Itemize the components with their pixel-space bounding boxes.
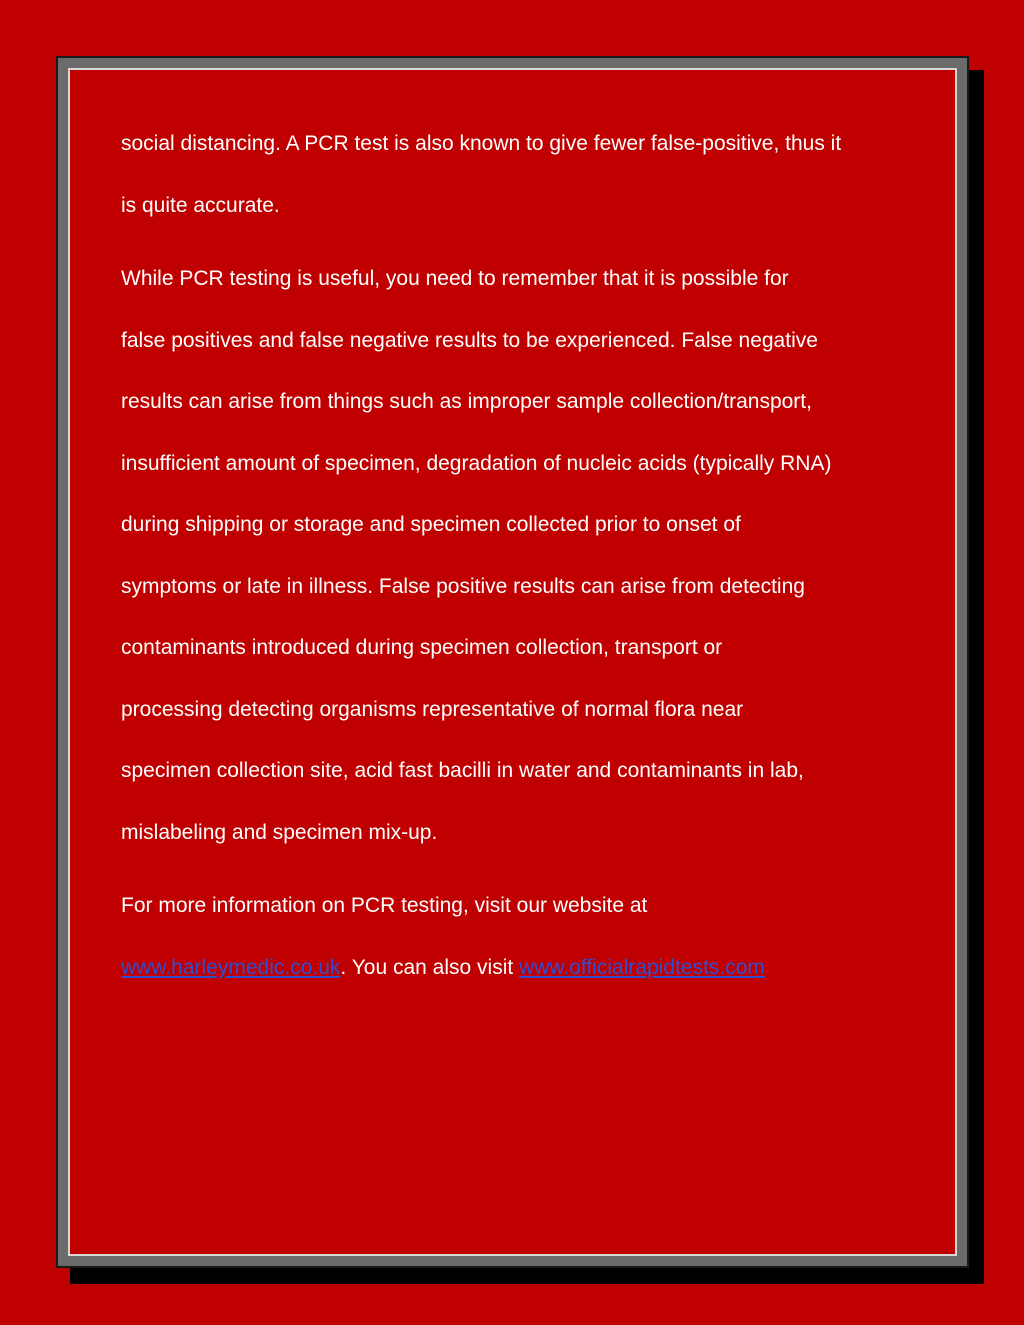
text-line: mislabeling and specimen mix-up. (121, 820, 438, 844)
text-line: processing detecting organisms representative of normal flora near (121, 697, 744, 721)
text-line: social distancing. A PCR test is also known to give fewer false-positive, thus it (121, 132, 842, 155)
links-line (121, 937, 921, 999)
text-line: insufficient amount of specimen, degradation of nucleic acids (typically RNA) (121, 451, 832, 475)
paragraph-false-results (121, 248, 921, 863)
harleymedic-link[interactable]: www.harleymedic.co.uk (121, 955, 341, 979)
text-line: For more information on PCR testing, visit our website at (121, 894, 648, 917)
link-separator-text: . You can also visit (340, 955, 520, 979)
text-line: specimen collection site, acid fast bacilli in water and contaminants in lab, (121, 759, 804, 782)
text-line: While PCR testing is useful, you need to remember that it is possible for (121, 267, 789, 290)
text-line: symptoms or late in illness. False positive results can arise from detecting (121, 574, 805, 598)
text-line: is quite accurate. (121, 193, 280, 217)
paragraph-pcr-accuracy (121, 113, 921, 236)
document-body (121, 113, 921, 998)
text-line: contaminants introduced during specimen collection, transport or (121, 636, 723, 659)
paragraph-more-info (121, 875, 921, 998)
text-line: results can arise from things such as improper sample collection/transport, (121, 390, 812, 413)
text-line: during shipping or storage and specimen collected prior to onset of (121, 513, 741, 536)
officialrapidtests-link[interactable]: www.officialrapidtests.com (519, 955, 765, 979)
text-line: false positives and false negative results to be experienced. False negative (121, 328, 818, 352)
